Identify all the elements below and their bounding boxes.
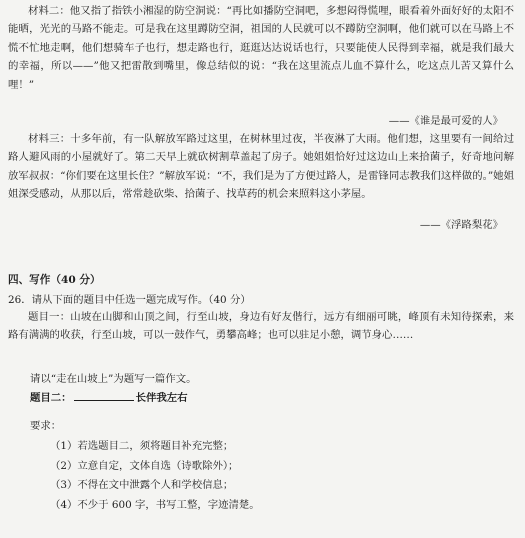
topic-one-text: 题目一：山坡在山脚和山顶之间，行至山坡，身边有好友偕行，远方有细丽可眺，峰顶有未知待探索，来路有满满的收获，行至山坡，可以一鼓作气，勇攀高峰；也可以驻足小憩，调节身心…… [8,311,514,342]
requirements-label: 要求： [30,420,62,432]
topic-two [30,389,188,404]
question-26: 26．请从下面的题目中任选一题完成写作。（40 分） [8,294,251,306]
topic-two-suffix: 长伴我左右 [135,392,188,404]
writing-section-heading: 四、写作（40 分） [8,274,101,286]
requirement-item: （1）若选题目二，须将题目补充完整； [50,440,234,452]
topic-two-label: 题目二： [30,392,72,404]
material-two-source: ——《谁是最可爱的人》 [388,115,503,127]
material-three-source: ——《浮路梨花》 [419,219,503,231]
topic-one-prompt: 请以“走在山坡上”为题写一篇作文。 [30,373,197,385]
requirement-item: （2）立意自定，文体自选（诗歌除外）； [50,460,239,472]
material-three-paragraph: 材料三：十多年前，有一队解放军路过这里，在树林里过夜，半夜淋了大雨。他们想，这里要有一间给过路人避风雨的小屋就好了。第二天早上就砍树割草盖起了房子。她姐姐恰好过这边山上来拾菌子，好奇地问解放军叔叔：“你们要在这里长住？”解放军说：“不，我们是为了方便过路人，是雷锋同志教我们这样做的。”她姐姐深受感动，从那以后，常常趁砍柴、拾菌子、找草药的机会来照料这小茅屋。 [8,133,514,201]
material-two-paragraph: 材料二：他又指了指铁小湘湿的防空洞说：“再比如播防空洞吧，多想闷得慌哩，眼看着外面好好的太阳不能晒，光光的马路不能走。可是我在这里蹲防空洞，祖国的人民就可以不蹲防空洞啊，他们就可以在马路上不慌不忙地走啊，他们想骑车子也行，想走路也行，逛逛达达说话也行，只要能使人民得到幸福，就是我们最大的幸福，所以——”他又把雷散到嘴里，像总结似的说：“我在这里流点儿血不算什么，吃这点儿苦又算什么哩！” [8,5,514,91]
topic-two-blank [74,390,134,401]
requirement-item: （4）不少于 600 字，书写工整，字迹清楚。 [50,499,260,511]
requirement-item: （3）不得在文中泄露个人和学校信息； [50,479,234,491]
